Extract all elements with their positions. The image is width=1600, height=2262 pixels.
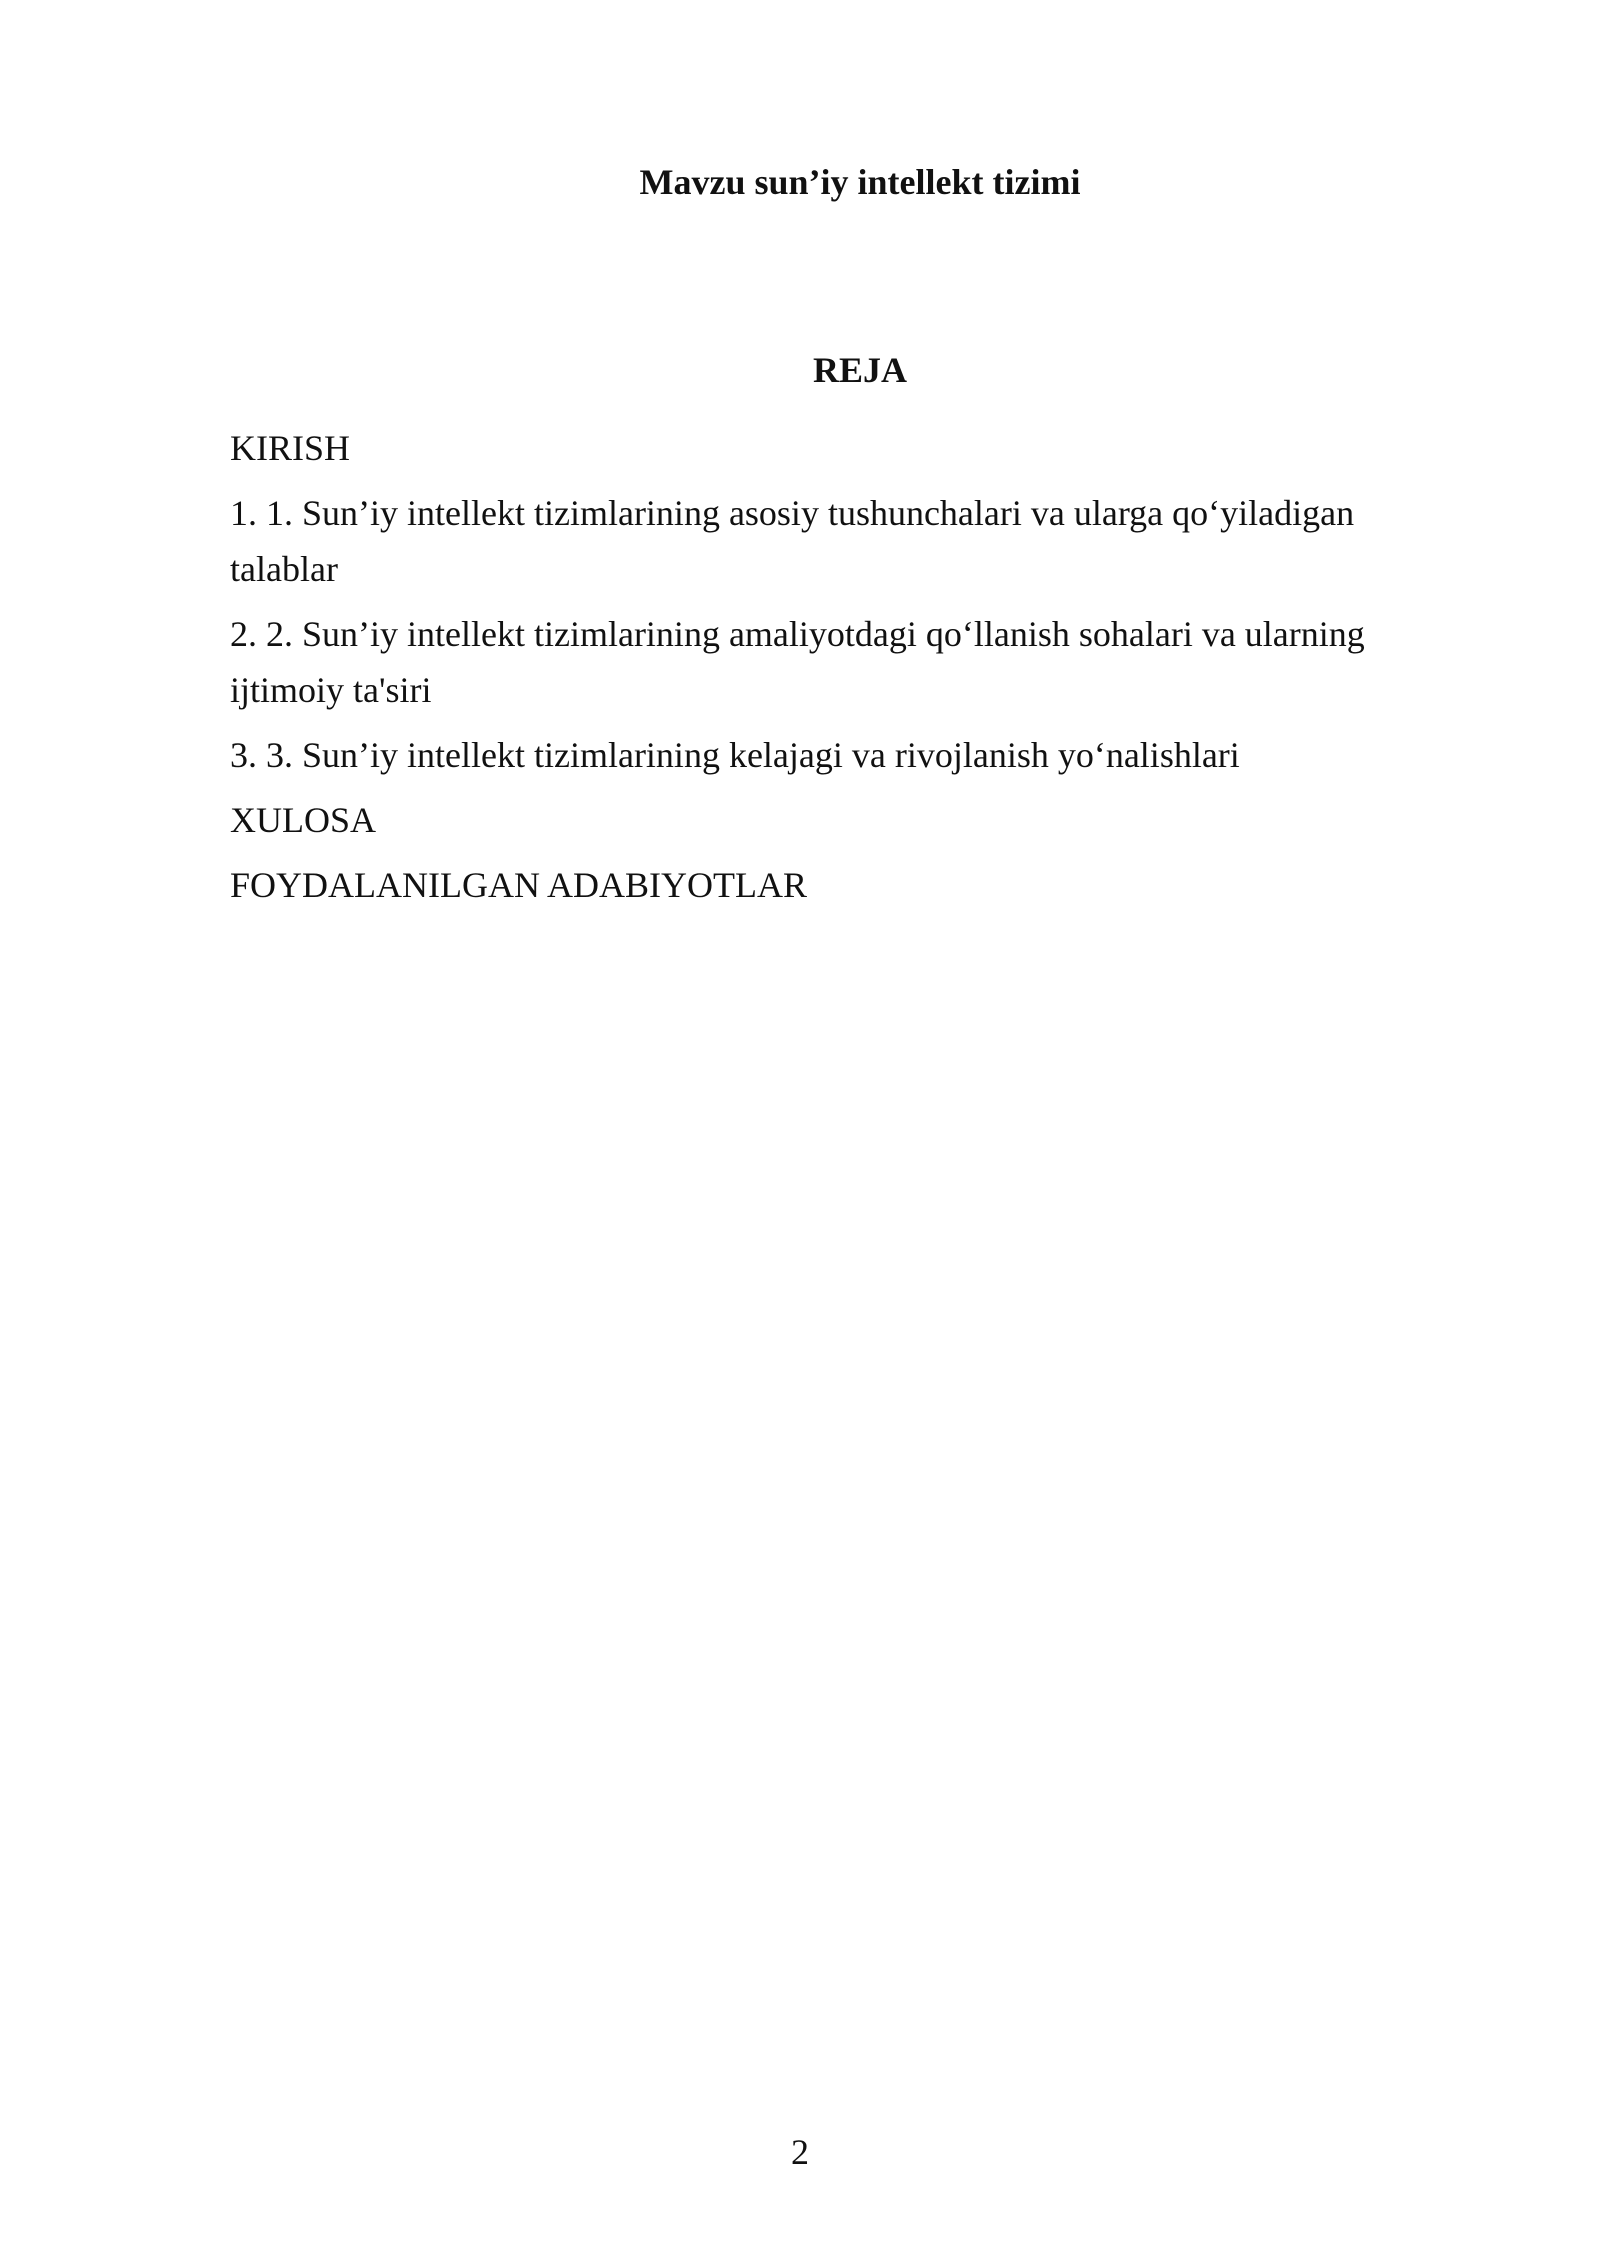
table-of-contents: [230, 420, 1430, 922]
document-title: Mavzu sun’iy intellekt tizimi: [639, 162, 1081, 202]
toc-item-references: FOYDALANILGAN ADABIYOTLAR: [230, 865, 807, 905]
plan-heading: REJA: [812, 350, 907, 390]
toc-item-chapter-1: 1. 1. Sun’iy intellekt tizimlarining asosiy tushunchalari va ularga qo‘yiladigan talablar: [230, 493, 1355, 589]
toc-item-chapter-3: 3. 3. Sun’iy intellekt tizimlarining kelajagi va rivojlanish yo‘nalishlari: [230, 735, 1240, 775]
toc-item-chapter-2: 2. 2. Sun’iy intellekt tizimlarining amaliyotdagi qo‘llanish sohalari va ularning ijtimoiy ta'siri: [230, 614, 1365, 710]
toc-item-introduction: KIRISH: [230, 428, 351, 468]
toc-item-conclusion: XULOSA: [230, 800, 377, 840]
page-number: 2: [791, 2132, 809, 2172]
